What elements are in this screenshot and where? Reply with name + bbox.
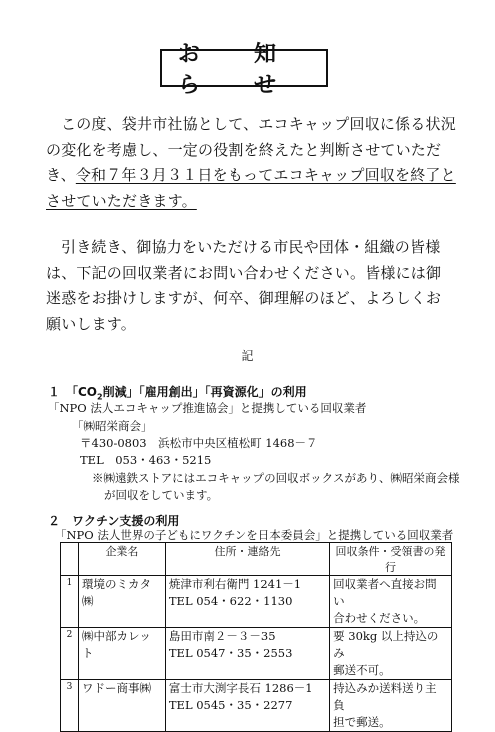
row-conditions: 要 30kg 以上持込のみ 郵送不可。 bbox=[330, 628, 452, 680]
intro-paragraph-1 bbox=[46, 112, 456, 214]
row-address: 焼津市利右衛門 1241－1 TEL 054・622・1130 bbox=[165, 576, 329, 628]
header-company: 企業名 bbox=[79, 543, 166, 576]
notice-title: お 知 ら せ bbox=[160, 49, 328, 87]
header-num bbox=[61, 543, 79, 576]
intro-text: この度、袋井市社協として、エコキャップ回収に係る状況の変化を考慮し、一定の役割を終えたと判断させていただき、 bbox=[46, 115, 456, 184]
row-address: 島田市南２－３－35 TEL 0547・35・2553 bbox=[165, 628, 329, 680]
section1-address: 〒430-0803 浜松市中央区植松町 1468－７ bbox=[80, 436, 318, 450]
ki-heading: 記 bbox=[241, 349, 254, 363]
header-address: 住所・連絡先 bbox=[165, 543, 329, 576]
row-conditions: 持込みか送料送り主負 担で郵送。 bbox=[330, 680, 452, 732]
table-row bbox=[61, 576, 452, 628]
intro-paragraph-2: 引き続き、御協力をいただける市民や団体・組織の皆様は、下記の回収業者にお問い合わせください。皆様には御迷惑をお掛けしますが、何卒、御理解のほど、よろしくお願いします。 bbox=[46, 238, 442, 333]
section1-title: １ 「$CO_2$削減」「雇用創出」「再資源化」の利用 bbox=[48, 385, 307, 402]
row-company: 環境のミカタ㈱ bbox=[79, 576, 166, 628]
row-company: ワドー商事㈱ bbox=[79, 680, 166, 732]
table-row bbox=[61, 628, 452, 680]
table-row bbox=[61, 680, 452, 732]
row-num: 1 bbox=[61, 576, 79, 628]
table-header-row bbox=[61, 543, 452, 576]
row-num: 2 bbox=[61, 628, 79, 680]
row-company: ㈱中部カレット bbox=[79, 628, 166, 680]
collector-table bbox=[60, 542, 452, 732]
section1-tel: TEL 053・463・5215 bbox=[80, 453, 212, 467]
section2-title: ２ ワクチン支援の利用 bbox=[48, 514, 180, 528]
section1-note-1: ※㈱遠鉄ストアにはエコキャップの回収ボックスがあり、㈱昭栄商会様 bbox=[92, 471, 460, 485]
section1-note-2: が回収をしています。 bbox=[104, 488, 219, 502]
row-num: 3 bbox=[61, 680, 79, 732]
end-date-statement: 令和７年３月３１日をもってエコキャップ回収を終了とさせていただきます。 bbox=[46, 166, 456, 210]
header-conditions: 回収条件・受領書の発行 bbox=[330, 543, 452, 576]
section1-company: 「㈱昭栄商会」 bbox=[72, 419, 153, 433]
row-address: 富士市大渕字長石 1286－1 TEL 0545・35・2277 bbox=[165, 680, 329, 732]
section1-partner: 「NPO 法人エコキャップ推進協会」と提携している回収業者 bbox=[48, 401, 367, 415]
section2-partner: 「NPO 法人世界の子どもにワクチンを日本委員会」と提携している回収業者 bbox=[55, 528, 454, 542]
row-conditions: 回収業者へ直接お問い 合わせください。 bbox=[330, 576, 452, 628]
